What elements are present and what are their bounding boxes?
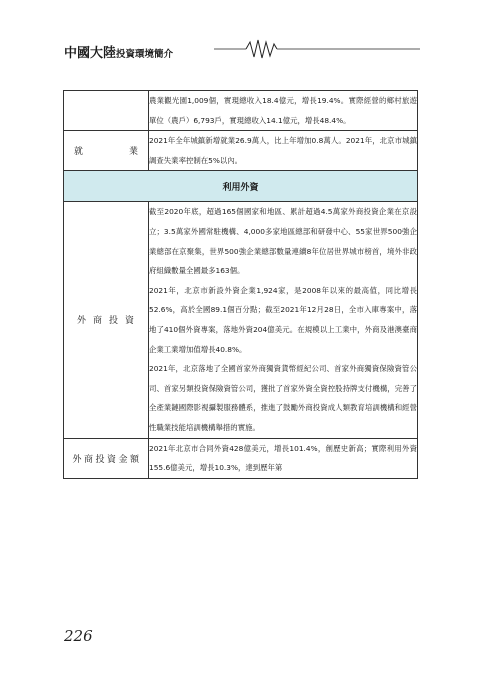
info-table: [63, 90, 418, 479]
label-char: 業: [128, 147, 138, 158]
row-label-employment: [64, 131, 149, 171]
section-title: 利用外資: [64, 171, 418, 202]
paragraph: 2021年北京市合同外資428億美元，增長101.4%，創歷史新高；實際利用外資155.6億美元，增長10.3%，達到歷年第: [149, 443, 417, 473]
paragraph: 農業觀光園1,009個，實現總收入18.4億元，增長19.4%。實際經營的鄉村旅遊單位（農戶）6,793戶，實現總收入14.1億元，增長48.4%。: [149, 96, 417, 125]
paragraph: 2021年，北京市新設外資企業1,924家，是2008年以來的最高值，同比增長52.6%，高於全國89.1個百分點；截至2021年12月28日，全市入庫專案中，落地了410個外資專案，落地外資204億美元。在規模以上工業中，外商及港澳臺商企業工業增加值增長40.8%。: [149, 285, 417, 354]
row-label-foreign-investment-amount: 外商投資金額: [64, 438, 149, 478]
table-row: [64, 438, 418, 478]
page-number: 226: [64, 627, 93, 645]
row-label-foreign-investment: 外商投資: [64, 202, 149, 438]
label-char: 就: [74, 147, 84, 158]
row-content: [149, 202, 418, 438]
paragraph: 截至2020年底，超過165個國家和地區、累計超過4.5萬家外商投資企業在京設立；3.5萬家外國常駐機構、4,000多家地區總部和研發中心、55家世界500強企業總部在京聚集，世界500強企業總部數量連續8年位居世界城市榜首，境外非政府組織數量全國最多163個。: [149, 207, 417, 276]
header-title: [64, 42, 173, 61]
paragraph: 2021年，北京落地了全國首家外商獨資貨幣經紀公司、首家外商獨資保險資管公司、首家另類投資保險資管公司，獲批了首家外資全資控股持牌支付機構，完善了全產業鏈國際影視攝製服務體系，推進了鼓勵外商投資成人類教育培訓機構和經營性職業技能培訓機構舉措的實施。: [149, 364, 417, 432]
row-content: [149, 131, 418, 171]
table-row: [64, 202, 418, 438]
row-content: [149, 438, 418, 478]
table-row: [64, 91, 418, 131]
table-row: [64, 131, 418, 171]
header-title-big: 中國大陸: [64, 46, 117, 61]
paragraph: 2021年全年城鎮新增就業26.9萬人，比上年增加0.8萬人。2021年，北京市城鎮調查失業率控制在5%以內。: [149, 136, 417, 165]
page-header: [64, 36, 424, 64]
row-label-empty: [64, 91, 149, 131]
row-content: [149, 91, 418, 131]
section-row: [64, 171, 418, 202]
heartbeat-line-icon: [246, 40, 277, 58]
header-title-small: 投資環境簡介: [116, 49, 174, 60]
